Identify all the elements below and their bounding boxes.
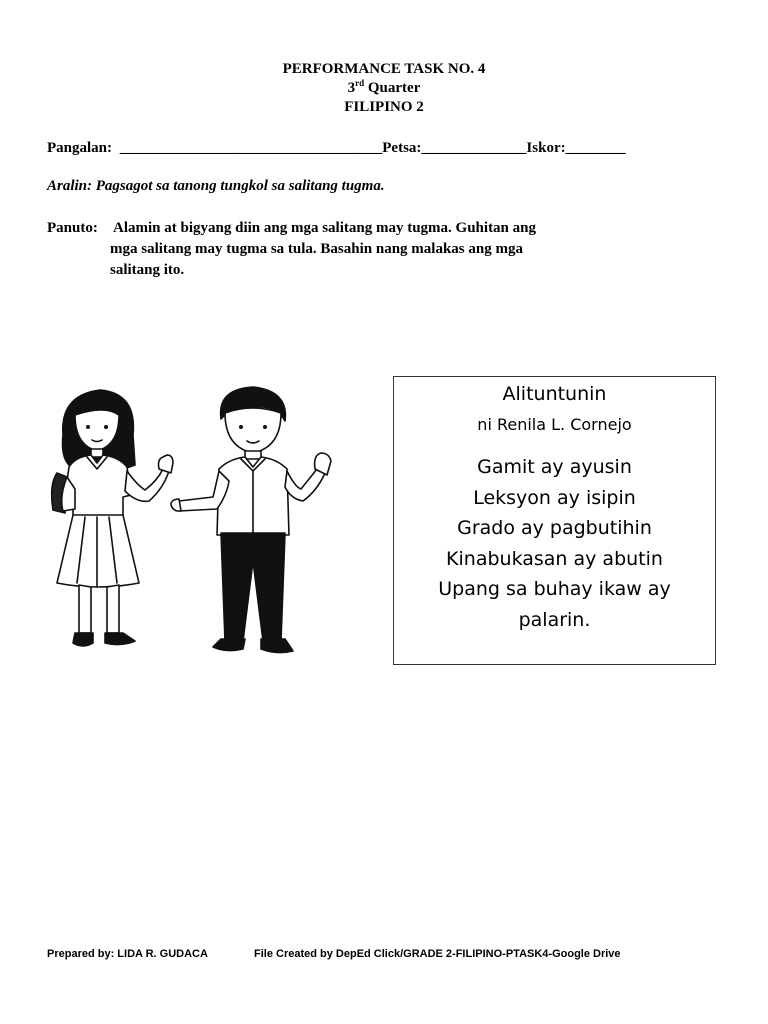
poem-lines [394,452,715,635]
girl-figure [52,390,173,646]
prepared-by: Prepared by: LIDA R. GUDACA [47,948,208,960]
lesson-line: Aralin: Pagsagot sa tanong tungkol sa salitang tugma. [47,178,385,194]
subject-title: FILIPINO 2 [344,99,424,115]
worksheet-header [0,60,768,117]
score-label: Iskor: [526,140,566,156]
poem-line: Leksyon ay isipin [473,486,636,509]
poem-title: Alituntunin [502,383,607,405]
date-label: Petsa: [382,140,422,156]
footer [47,948,621,960]
instructions-text: Alamin at bigyang diin ang mga salitang may tugma. Guhitan ang mga salitang may tugma sa tula. Basahin nang malakas ang mga salitang ito. [110,220,536,278]
score-blank[interactable]: ________ [565,140,626,156]
instructions-label: Panuto: [47,220,98,236]
poem-line: Gamit ay ayusin [477,456,632,478]
poem-line: Upang sa buhay ikaw ay [438,578,671,600]
poem-box [393,376,716,665]
name-label: Pangalan: [47,140,113,156]
task-title: PERFORMANCE TASK NO. 4 [282,61,486,77]
poem-line: Grado ay pagbutihin [457,517,652,539]
poem-line: palarin. [518,608,591,631]
poem-line: Kinabukasan ay abutin [446,547,663,570]
quarter-label: 3rd Quarter [347,78,421,96]
date-blank[interactable]: ______________ [421,140,527,156]
poem-author: ni Renila L. Cornejo [477,415,632,434]
student-fields [47,140,626,157]
boy-figure [171,387,331,653]
students-illustration [45,385,350,670]
name-blank[interactable]: ___________________________________ [119,140,383,156]
file-credit: File Created by DepEd Click/GRADE 2-FILIPINO-PTASK4-Google Drive [254,948,621,960]
